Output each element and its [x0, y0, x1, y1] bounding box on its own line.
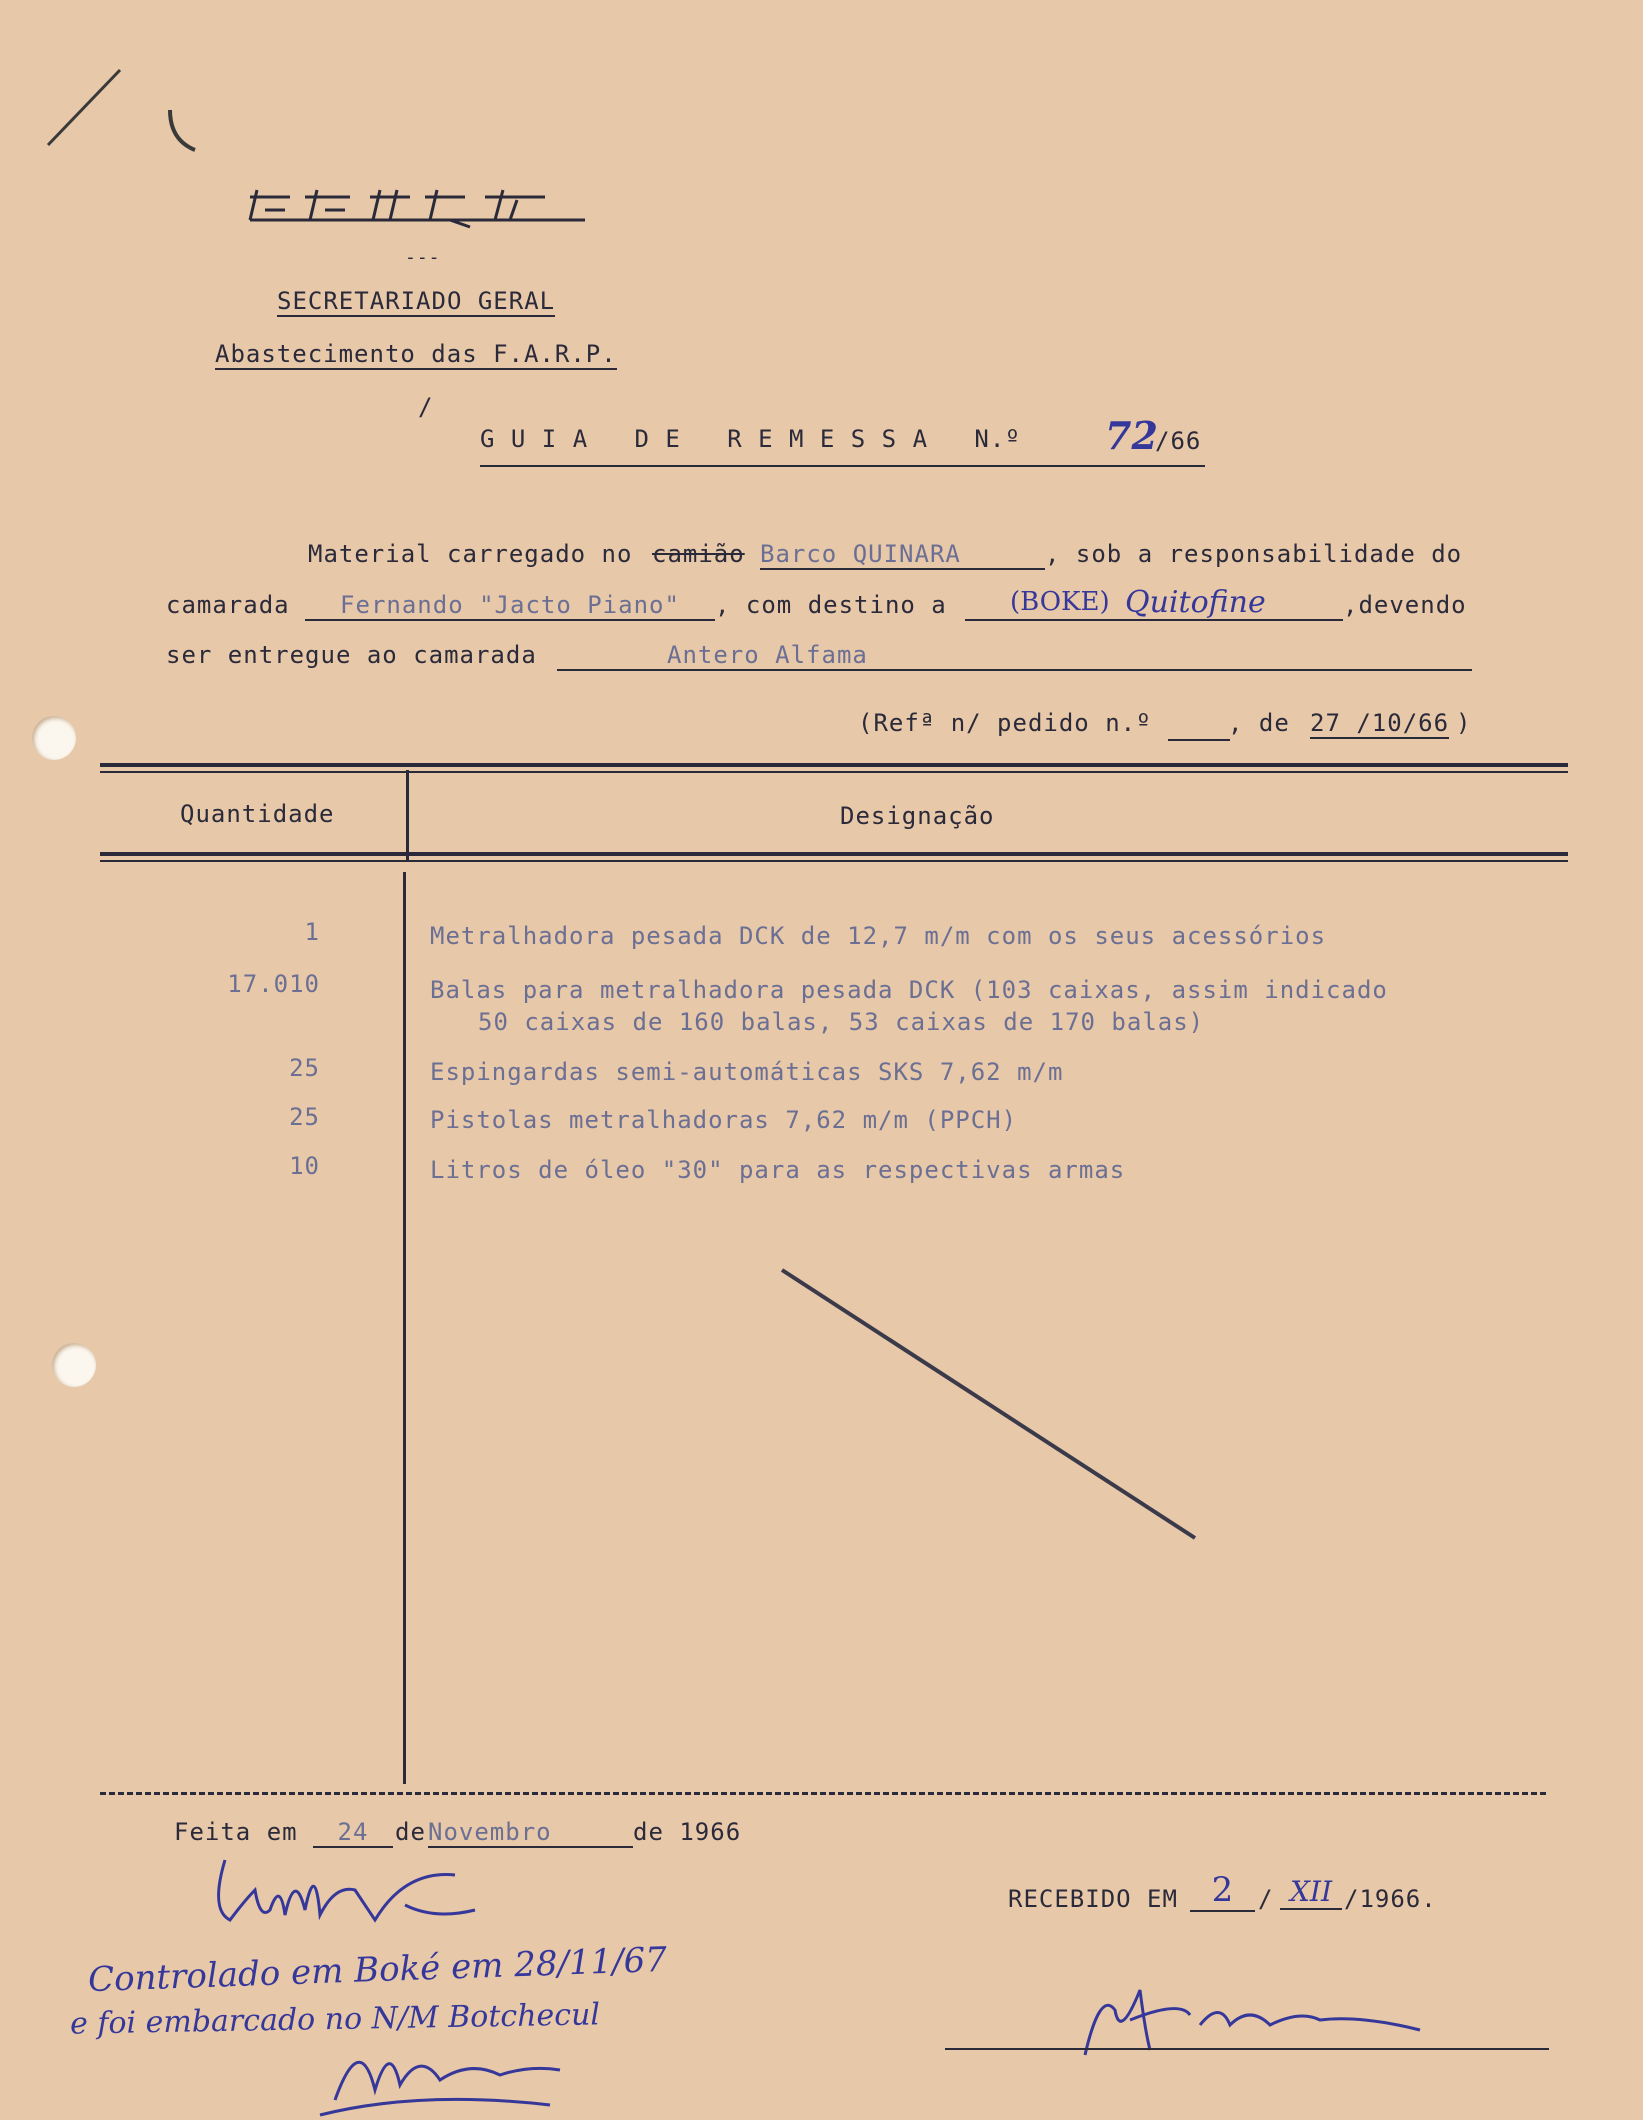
column-header-designation: Designação [840, 802, 995, 830]
item-qty: 17.010 [227, 970, 320, 998]
made-month: Novembro [428, 1818, 633, 1848]
table-top-rule-2 [100, 771, 1568, 773]
slash-mark: / [418, 393, 434, 421]
ref-close: ) [1456, 709, 1472, 737]
punch-hole [52, 1343, 96, 1387]
made-de: de [395, 1818, 426, 1846]
line1-suffix: , sob a responsabilidade do [1045, 540, 1463, 568]
ref-de: , de [1228, 709, 1290, 737]
line1-prefix: Material carregado no [308, 540, 633, 568]
receiver-signature-line [945, 2048, 1549, 2050]
dept-line: Abastecimento das F.A.R.P. [215, 340, 617, 368]
item-qty: 25 [289, 1054, 320, 1082]
line2-suffix: ,devendo [1343, 591, 1467, 619]
item-desc: Litros de óleo "30" para as respectivas armas [430, 1156, 1126, 1184]
guide-year: /66 [1155, 427, 1202, 455]
cancel-diagonal-line [780, 1268, 1200, 1543]
received-slash: / [1258, 1885, 1274, 1913]
item-desc: Metralhadora pesada DCK de 12,7 m/m com os seus acessórios [430, 922, 1327, 950]
received-month: XII [1280, 1875, 1342, 1910]
guide-number: 72 [1105, 413, 1158, 458]
line3-recipient [557, 641, 1472, 671]
table-header-rule [100, 852, 1568, 856]
item-qty: 25 [289, 1103, 320, 1131]
line2-destination [965, 585, 1343, 621]
column-divider [403, 872, 406, 1784]
guide-title [480, 413, 1205, 467]
item-desc: Espingardas semi-automáticas SKS 7,62 m/m [430, 1058, 1064, 1086]
header-column-divider [406, 770, 409, 860]
guide-label: G U I A D E R E M E S S A N.º [480, 425, 1021, 453]
handwritten-note-line1: Controlado em Boké em 28/11/67 [87, 1939, 668, 2001]
received-prefix: RECEBIDO EM [1008, 1885, 1178, 1913]
signature-receiver [1040, 1970, 1440, 2070]
made-day: 24 [313, 1818, 393, 1848]
item-qty: 1 [304, 918, 320, 946]
item-desc: Pistolas metralhadoras 7,62 m/m (PPCH) [430, 1106, 1018, 1134]
item-qty: 10 [289, 1152, 320, 1180]
made-prefix: Feita em [174, 1818, 298, 1846]
ref-date: 27 /10/66 [1310, 709, 1450, 737]
redacted-logo [245, 185, 595, 235]
table-header-rule-2 [100, 860, 1568, 862]
ref-number [1168, 709, 1230, 741]
line1-struck: camião [652, 540, 745, 568]
recipient-name: Antero Alfama [667, 641, 868, 669]
received-year: /1966. [1344, 1885, 1437, 1913]
line2-comrade: Fernando "Jacto Piano" [305, 591, 715, 621]
made-year: de 1966 [633, 1818, 742, 1846]
column-header-quantity: Quantidade [180, 800, 335, 828]
signature-controller [320, 2030, 580, 2120]
logo-dash: --- [405, 247, 441, 268]
line2-middle: , com destino a [715, 591, 947, 619]
signature-sender [205, 1850, 485, 1940]
ref-prefix: (Refª n/ pedido n.º [858, 709, 1152, 737]
destination-handwritten: Quitofine [1125, 585, 1266, 620]
received-day: 2 [1190, 1870, 1255, 1912]
handwritten-note-line2: e foi embarcado no N/M Botchecul [69, 1997, 601, 2042]
table-top-rule [100, 763, 1568, 767]
table-bottom-dashed-rule [100, 1792, 1546, 1795]
destination-typed: (BOKE) [1010, 587, 1110, 617]
corner-pen-mark [40, 60, 160, 170]
line3-prefix: ser entregue ao camarada [166, 641, 537, 669]
item-desc: Balas para metralhadora pesada DCK (103 caixas, assim indicado [430, 976, 1388, 1004]
org-line: SECRETARIADO GERAL [277, 287, 556, 315]
item-desc-continued: 50 caixas de 160 balas, 53 caixas de 170 balas) [478, 1008, 1205, 1036]
punch-hole [32, 716, 76, 760]
line1-vessel: Barco QUINARA [760, 540, 1045, 570]
line2-prefix: camarada [166, 591, 290, 619]
